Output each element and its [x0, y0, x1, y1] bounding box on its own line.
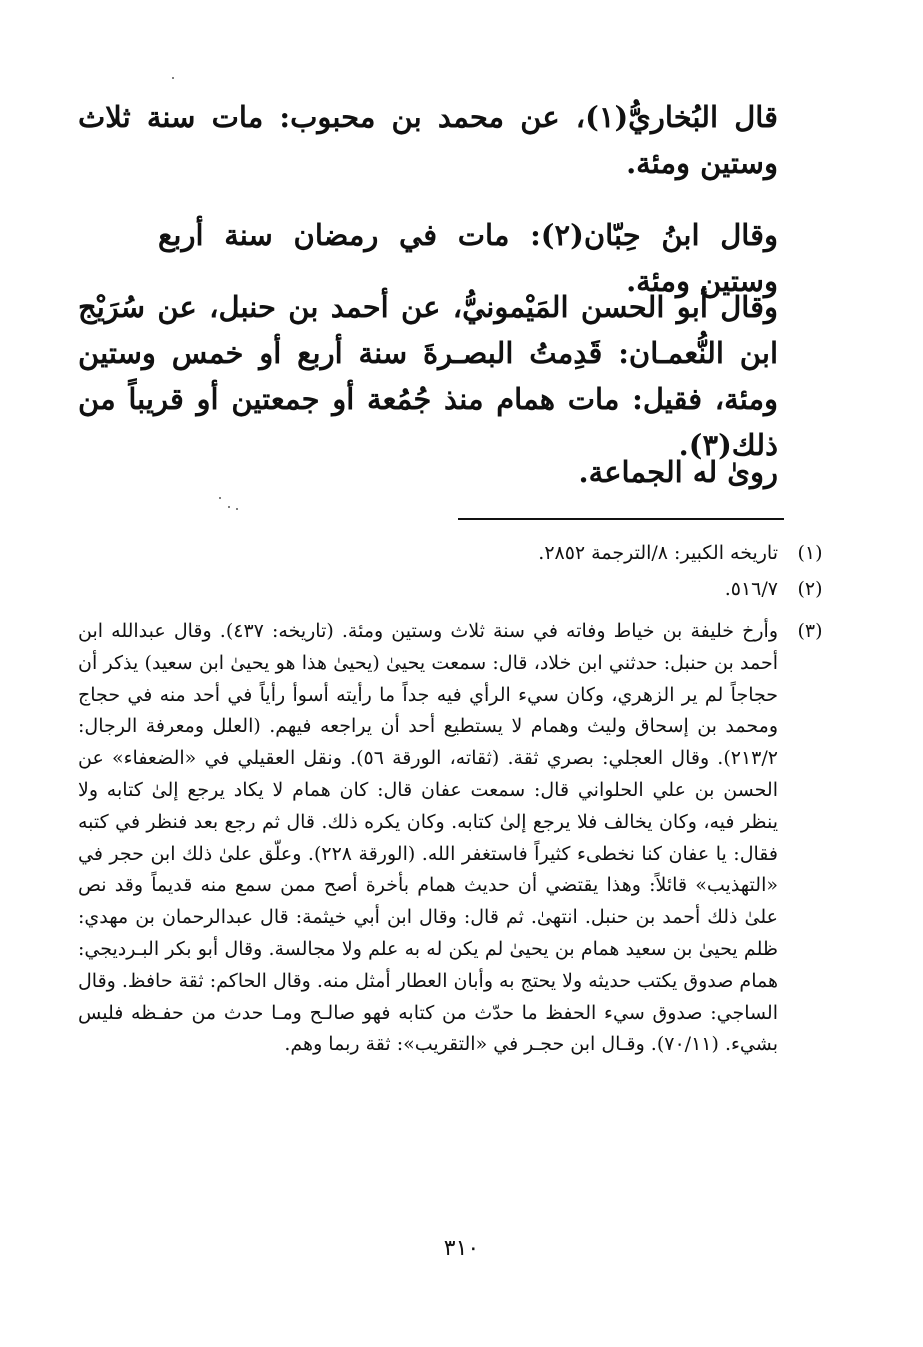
print-speck	[228, 506, 230, 508]
footnote-number: (٣)	[797, 620, 823, 642]
footnote-separator	[458, 518, 784, 520]
page-number: ٣١٠	[443, 1236, 480, 1261]
print-speck	[172, 77, 174, 79]
footnote	[78, 538, 823, 569]
footnote-number: (٢)	[797, 578, 823, 600]
main-paragraph: وقال أبو الحسن المَيْمونيُّ، عن أحمد بن حنبل، عن سُرَيْج ابن النُّعمـان: قَدِمتُ البصـرةَ سنة أربع أو خمس وستين ومئة، فقيل: مات همام منذ جُمُعة أو جمعتين أو قريباً من ذلك(٣).	[78, 290, 778, 462]
main-paragraph: قال البُخاريُّ(١)، عن محمد بن محبوب: مات سنة ثلاث وستين ومئة.	[78, 100, 778, 180]
footnote	[78, 574, 823, 605]
footnote-text: تاريخه الكبير: ٨/الترجمة ٢٨٥٢.	[538, 542, 778, 564]
footnote-text: وأرخ خليفة بن خياط وفاته في سنة ثلاث وستين ومئة. (تاريخه: ٤٣٧). وقال عبدالله ابن أحمد بن حنبل: حدثني ابن خلاد، قال: سمعت يحيىٰ (يحيىٰ هذا هو يحيىٰ ابن سعيد) يذكر أن حجاجاً لم ير الزهري، وكان سيء الرأي فيه جداً ما رأيته أسوأ رأياً في أحد منه في حجاج ومحمد بن إسحاق وليث وهمام لا يستطيع أحد أن يراجعه فيهم. (العلل ومعرفة الرجال: ٢١٣/٢). وقال العجلي: بصري ثقة. (ثقاته، الورقة ٥٦). ونقل العقيلي في «الضعفاء» عن الحسن بن علي الحلواني قال: سمعت عفان قال: كان همام لا يكاد يرجع إلىٰ كتابه ولا ينظر فيه، وكان يخالف فلا يرجع إلىٰ كتابه. وكان يكره ذلك. قال ثم رجع بعد فنظر في كتبه فقال: يا عفان كنا نخطىء كثيراً فاستغفر الله. (الورقة ٢٢٨). وعلّق علىٰ ذلك ابن حجر في «التهذيب» قائلاً: وهذا يقتضي أن حديث همام بأخرة أصح ممن سمع منه قديماً وقد نص علىٰ ذلك أحمد بن حنبل. انتهىٰ. ثم قال: وقال ابن أبي خيثمة: قال عبدالرحمان بن مهدي: ظلم يحيىٰ بن سعيد همام بن يحيىٰ لم يكن له به علم ولا مجالسة. وقال أبو بكر البـرديجي: همام صدوق يكتب حديثه ولا يحتج به وأبان العطار أمثل منه. وقال الحاكم: ثقة حافظ. وقال الساجي: صدوق سيء الحفظ ما حدّث من كتابه فهو صالـح ومـا حدث من حفـظه فليس بشيء. (٧٠/١١). وقـال ابن حجـر في «التقريب»: ثقة ربما وهم.	[78, 620, 779, 1056]
main-paragraph: وقال ابنُ حِبّان(٢): مات في رمضان سنة أربع وستين ومئة.	[158, 218, 779, 298]
print-speck	[236, 508, 238, 510]
print-speck	[219, 497, 221, 499]
footnote	[78, 616, 823, 1061]
footnote-text: ٥١٦/٧.	[724, 578, 778, 600]
main-paragraph: روىٰ له الجماعة.	[578, 455, 778, 489]
footnote-number: (١)	[797, 542, 823, 564]
